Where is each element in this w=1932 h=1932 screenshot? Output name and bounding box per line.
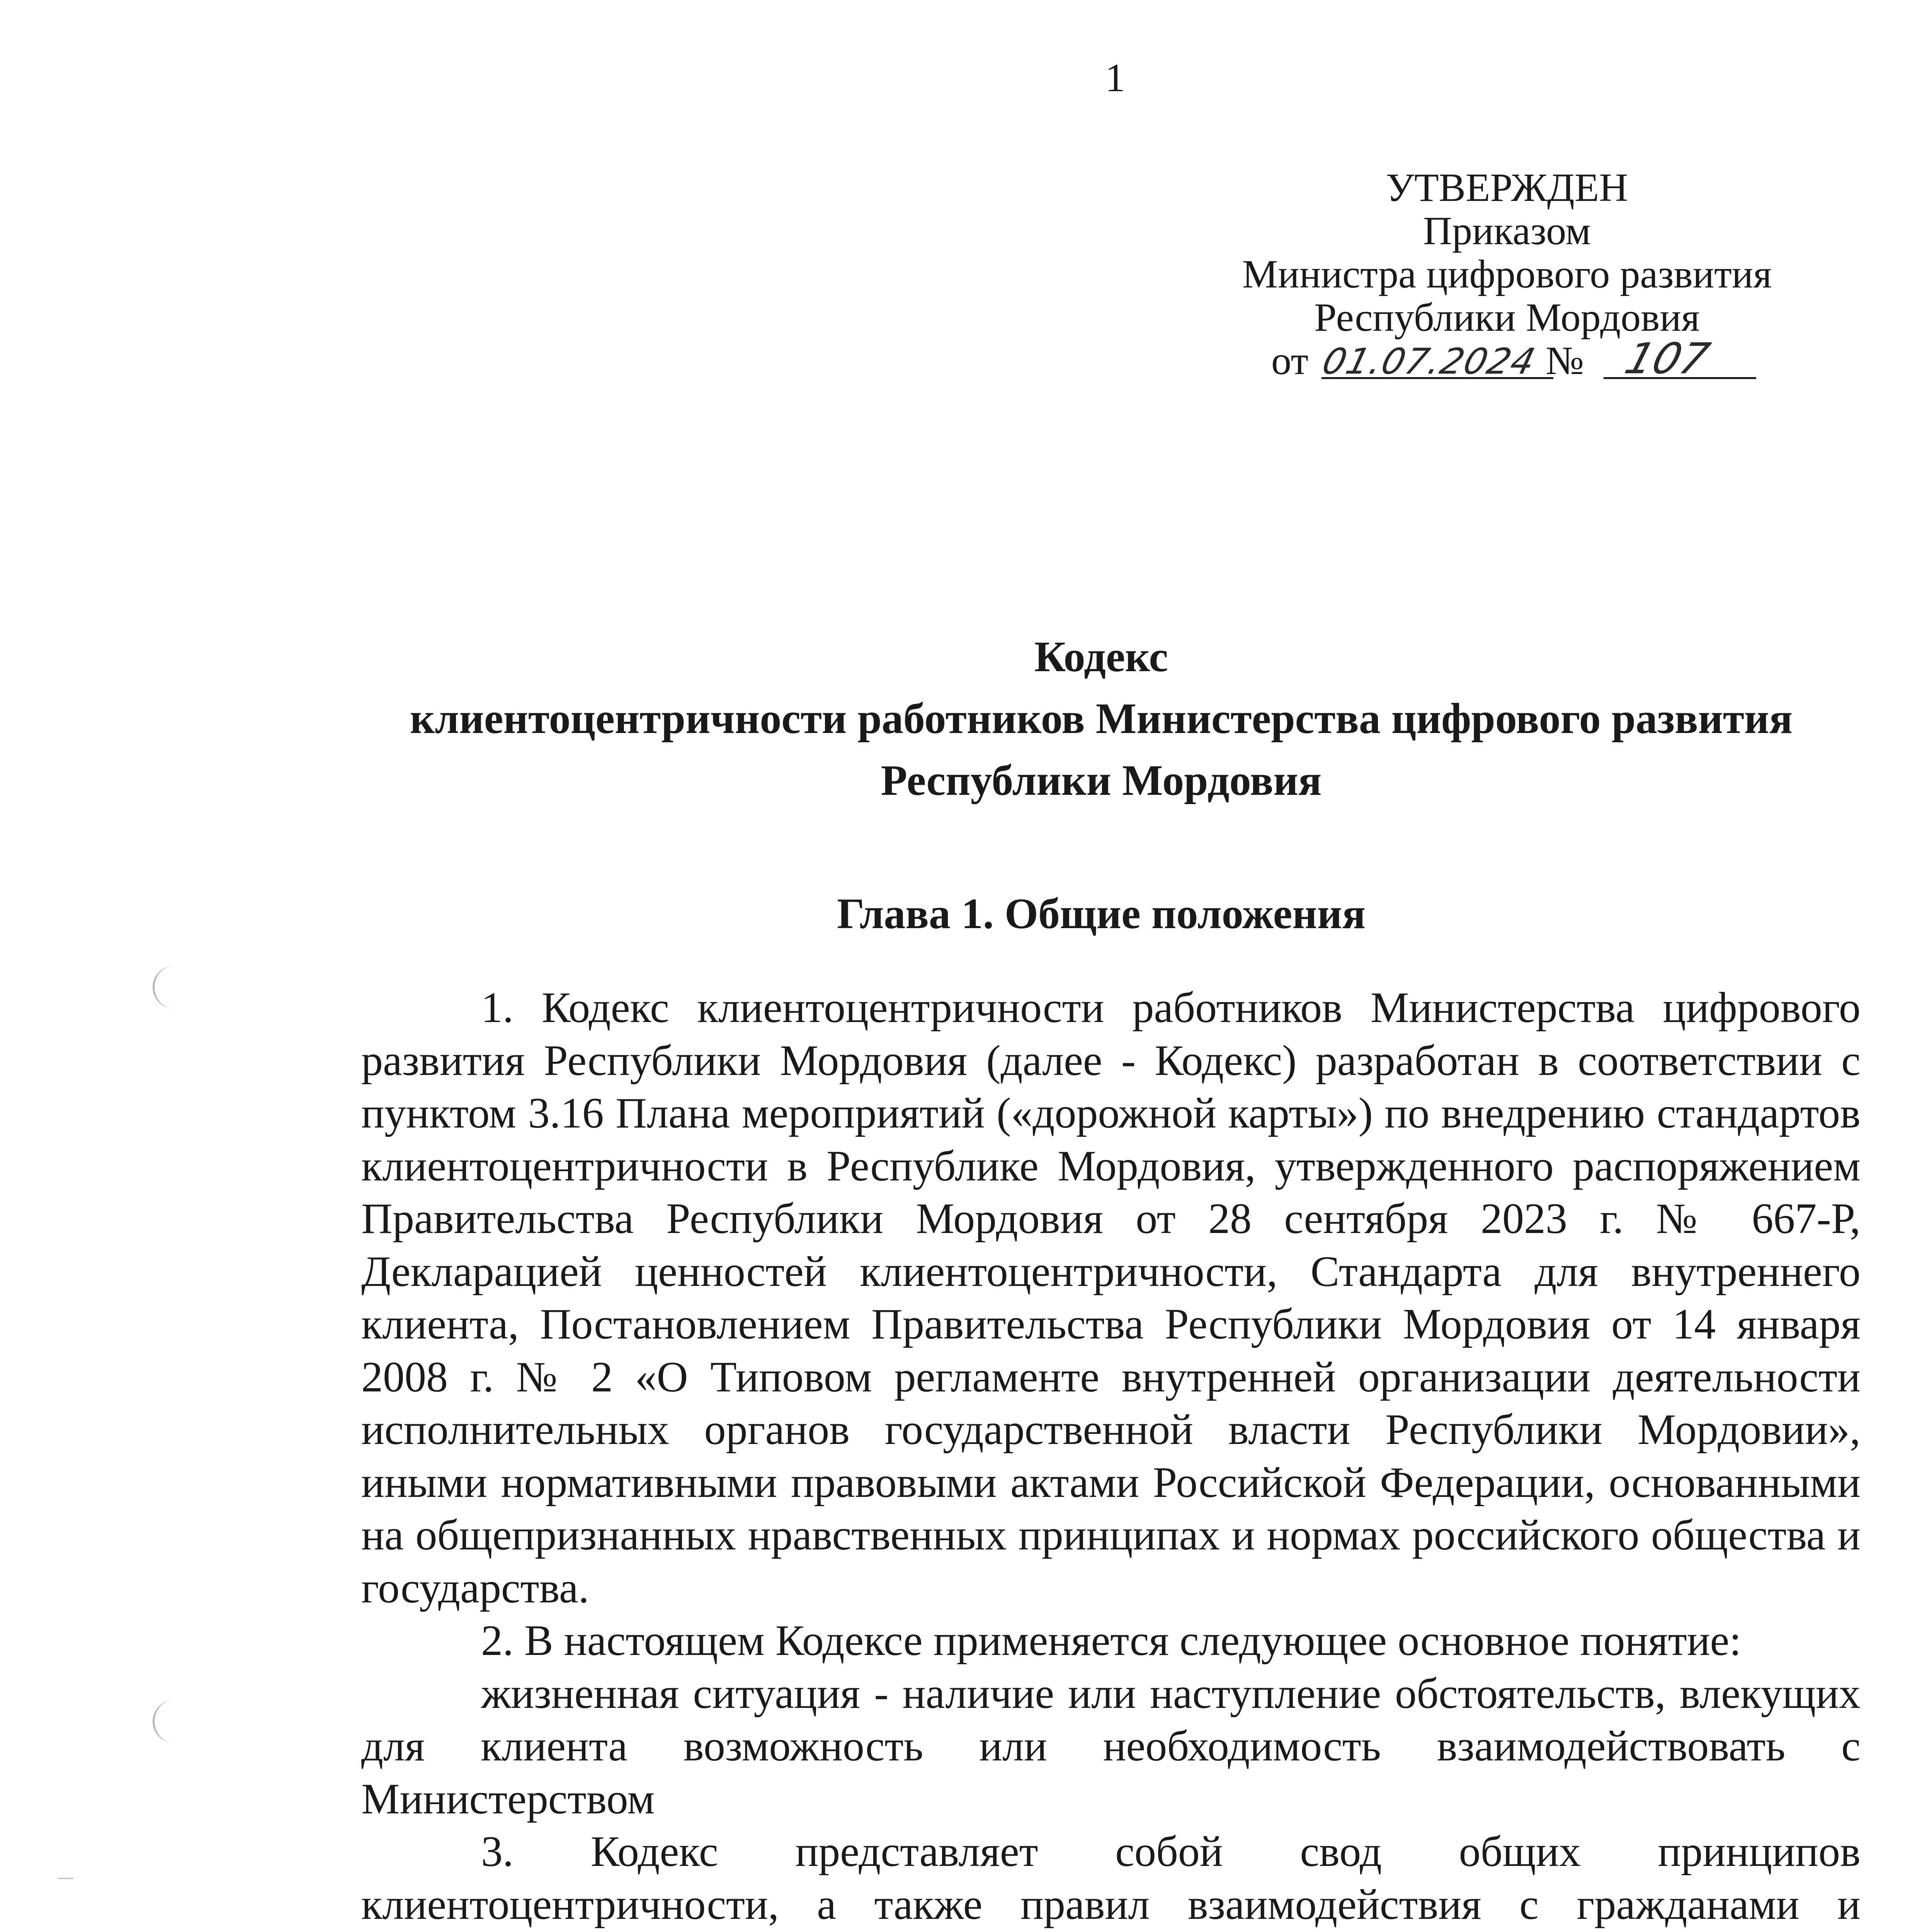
handwritten-date: 01.07.2024 — [1318, 341, 1540, 382]
body-text — [361, 981, 1861, 1932]
approval-heading: УТВЕРЖДЕН — [1386, 165, 1628, 210]
document-title — [348, 626, 1855, 811]
title-line-2: клиентоцентричности работников Министерства цифрового развития — [410, 695, 1793, 743]
approval-order-label: Приказом — [1423, 209, 1591, 253]
page-number: 1 — [1105, 56, 1125, 100]
handwritten-number: 107 — [1619, 334, 1715, 383]
title-line-3: Республики Мордовия — [881, 757, 1322, 804]
title-line-1: Кодекс — [1034, 633, 1168, 681]
approval-date-row — [1217, 334, 1797, 393]
paragraph-3: 3. Кодекс представляет собой свод общих принципов клиентоцентричности, а также правил взаимодействия с гражданами и — [361, 1828, 1861, 1929]
approval-block — [1217, 166, 1797, 393]
approval-issuer: Министра цифрового развития — [1242, 252, 1772, 296]
date-prefix: от — [1271, 338, 1309, 383]
scan-speck — [58, 1878, 73, 1879]
paragraph-2: 2. В настоящем Кодексе применяется следующее основное понятие: — [481, 1617, 1742, 1665]
approval-region: Республики Мордовия — [1314, 295, 1700, 340]
paragraph-1: 1. Кодекс клиентоцентричности работников Министерства цифрового развития Республики Мордовия (далее - Кодекс) разработан в соответствии с пунктом 3.16 Плана мероприятий («дорожной карты») по внедрению стандартов клиентоцентричности в Республике Мордовия, утвержденного распоряжением Правительства Республики Мордовия от 28 сентября 2023 г. № 667-Р, Декларацией ценностей клиентоцентричности, Стандарта для внутреннего клиента, Постановлением Правительства Республики Мордовия от 14 января 2008 г. № 2 «О Типовом регламенте внутренней организации деятельности исполнительных органов государственной власти Республики Мордовии», иными нормативными правовыми актами Российской Федерации, основанными на общепризнанных нравственных принципах и нормах российского общества и государства. — [361, 984, 1861, 1612]
number-label: № — [1546, 338, 1584, 383]
chapter-heading: Глава 1. Общие положения — [837, 890, 1366, 938]
punch-hole-mark — [153, 966, 189, 1009]
punch-hole-mark — [153, 1700, 189, 1743]
paragraph-definition: жизненная ситуация - наличие или наступление обстоятельств, влекущих для клиента возможность или необходимость взаимодействовать с Министерством — [361, 1669, 1861, 1823]
